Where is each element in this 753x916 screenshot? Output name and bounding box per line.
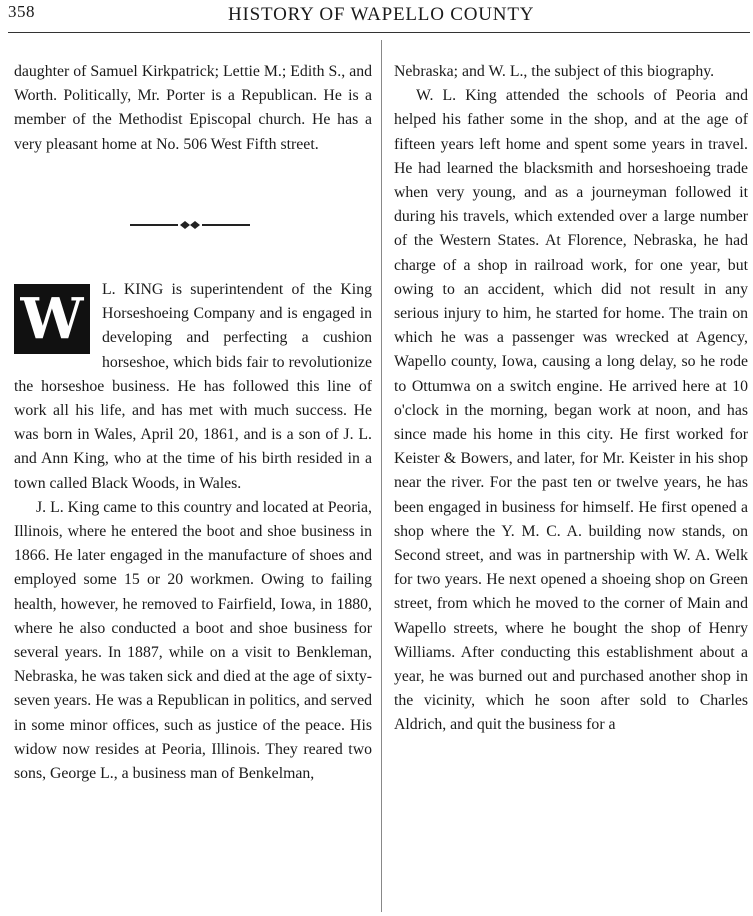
left-column-bio [14,278,372,786]
career-paragraph: W. L. King attended the schools of Peoria and helped his father some in the shop, and at the age of fifteen years left home and spent some years in travel. He had learned the blacksmith and horseshoeing trade when very young, and as a journeyman followed it during his travels, which extended over a large number of the Western States. At Florence, Nebraska, he had charge of a shop in railroad work, for one year, but owing to an accident, which did not result in any serious injury to him, he started for home. The train on which he was a passenger was wrecked at Agency, Wapello county, Iowa, causing a long delay, so he rode to Ottumwa on a switch engine. He arrived here at 10 o'clock in the morning, began work at noon, and has since made his home in this city. He first worked for Keister & Bowers, and later, for Mr. Keister in his shop near the river. For the past ten or twelve years, he has been engaged in business for himself. He first opened a shop where the Y. M. C. A. building now stands, on Second street, and was in partnership with W. A. Welk for two years. He next opened a shoeing shop on Green street, from which he moved to the corner of Main and Wapello streets, where he bought the shop of Henry Williams. After conducting this establishment about a year, he was burned out and purchased another shop in the vicinity, which he soon after sold to Charles Aldrich, and quit the business for a [394,87,748,734]
dropcap: W [14,284,90,354]
left-column-intro [14,60,372,157]
right-column [394,60,748,738]
page-number: 358 [8,2,35,21]
column-divider [381,40,382,912]
bio-paragraph: L. KING is superintendent of the King Horseshoeing Company and is engaged in developing and perfecting a cushion horseshoe, which bids fair to revolutionize the horseshoe business. He has followed this line of work all his life, and has met with much success. He was born in Wales, April 20, 1861, and is a son of J. L. and Ann King, who at the time of his birth resided in a town called Black Woods, in Wales. [14,281,372,492]
father-paragraph: J. L. King came to this country and located at Peoria, Illinois, where he entered the boot and shoe business in 1866. He later engaged in the manufacture of shoes and employed some 15 or 20 workmen. Owing to failing health, however, he removed to Fairfield, Iowa, in 1880, where he also conducted a boot and shoe business for several years. In 1887, while on a visit to Benkleman, Nebraska, he was taken sick and died at the age of sixty-seven years. He was a Republican in politics, and served in some minor offices, such as justice of the peace. His widow now resides at Peoria, Illinois. They reared two sons, George L., a business man of Benkelman, [14,498,372,783]
header-rule [8,32,750,33]
intro-paragraph: daughter of Samuel Kirkpatrick; Lettie M.; Edith S., and Worth. Politically, Mr. Porter is a Republican. He is a member of the Methodist Episcopal church. He has a very pleasant home at No. 506 West Fifth street. [14,63,372,153]
continuation-paragraph: Nebraska; and W. L., the subject of this biography. [394,63,715,80]
page-header [0,2,753,32]
dropcap-space [14,278,102,374]
running-title: HISTORY OF WAPELLO COUNTY [228,4,535,25]
section-divider-ornament-icon [130,216,250,234]
